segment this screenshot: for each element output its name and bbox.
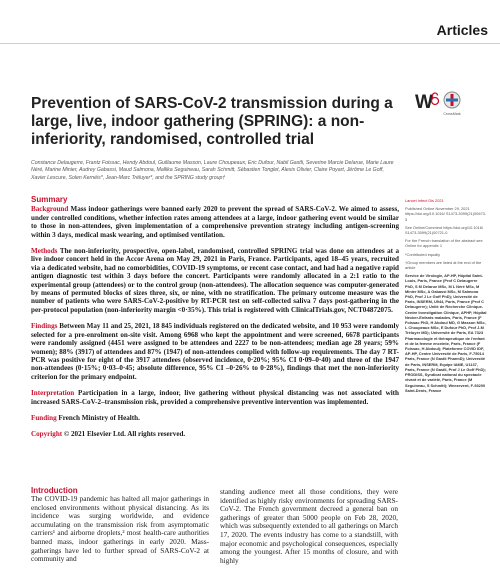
introduction-heading: Introduction [31,486,78,495]
copyright-lead: Copyright [31,430,63,439]
summary-heading: Summary [31,195,68,204]
funding-lead: Funding [31,413,57,422]
methods-lead: Methods [31,247,58,256]
abstract-background [31,205,399,239]
interpretation-text: Participation in a large, indoor, live gathering without physical distancing was not associated with increased SARS-CoV-2–transmission risk, provided a comprehensive preventive intervention was implemented. [31,389,399,406]
affiliations-text: Service de Virologie, AP-HP, Hôpital Saint-Louis, Paris, France (Prof C Delaugerre PhD, S M Delarue MSc, M L Néré MSc, M Minier MSc, A Gabassi MSc, M Salmona PhD, Prof J Le Goff PhD); Université de Paris, INSERM, U944, Paris, France (Prof C Delaugerre); Unité de Recherche Clinique-Centre Investigation Clinique, APHP, Hôpital Necker-Enfants malades, Paris, France (F Foissac PhD, H Abdoul MD, G Masson MSc, L Choupeaux MSc, E Dufour PhD, Prof J-M Tréluyer MD); Université de Paris, EA 7323 Pharmacologie et thérapeutique de l'enfant et de la femme enceinte, Paris, France (F Foissac, H Abdoul); Plateforme COVID IDF, AP-HP, Centre Université de Paris, F-75014 Paris, France (N Gastli PharmD); Université de Paris, INSERM, Equipe IAME, U1137, Paris, France (N Gastli, Prof J Le Goff PhD); PRODISS, Syndicat national du spectacle vivant et de variété, Paris, France (M Seguineau, S Schmitt); Weezevent, F-93200 Saint-Denis, France [405,273,487,393]
article-title: Prevention of SARS-CoV-2 transmission during a large, live, indoor gathering (SPRING): a non-inferiority, randomised, controlled trial [31,95,393,148]
crossmark-label: CrossMark [443,112,461,116]
abstract-interpretation [31,389,399,406]
abstract-methods [31,247,399,314]
contributed-note: *Contributed equally [405,251,441,257]
abstract-findings [31,322,399,381]
comment-link[interactable]: See Online/Comment https://doi.org/10.1016/ S1473-3099(21)00721-0 [405,224,484,236]
introduction-column-1: The COVID-19 pandemic has halted all major gatherings in enclosed environments without physical distancing. As its incidence was surging worldwide, and evidence accumulating on the transmission risk from asymptomatic carriers¹ and airborne droplets,² most health-care authorities banned mass, indoor gatherings in early 2020. Mass-gatherings have led to further spread of SARS-CoV-2 at community and [31,494,209,564]
interpretation-lead: Interpretation [31,389,75,398]
summary-section [31,196,399,447]
sidebar-notes [405,198,487,396]
introduction-column-2: standing audience meet all those conditions, they were identified as highly risky environments for spreading SARS-CoV-2. The French government decreed a general ban on gatherings of greater than 5000 people on Feb 28, 2020, which was subsequently extended to all gatherings on March 17, 2020. The events industry has come to a standstill, with major economic and psychological consequences, especially among the youngest. After 15 months of closure, and with highly [220,487,398,565]
abstract-funding [31,414,399,422]
findings-text: Between May 11 and 25, 2021, 18 845 individuals registered on the dedicated website, and 10 953 were randomly selected for a pre-enrolment on-site visit. Among 6968 who kept the appointment and were screened, 6678 participants were randomly assigned (4451 were assigned to be attendees and 2227 to be non-attendees; median age 28 years; 59% women); 88% (3917) of attendees and 87% (1947) of non-attendees complied with follow-up requirements. The day 7 RT-PCR was positive for eight of the 3917 attendees (observed incidence, 0·20%; 95% CI 0·09–0·40) and three of the 1947 non-attendees (0·15%; 0·03–0·45; absolute difference, 95% CI –0·26% to 0·28%), findings that met the non-inferiority criterion for the primary endpoint. [31,322,399,381]
header-band [0,0,500,44]
background-text: Mass indoor gatherings were banned early 2020 to prevent the spread of SARS-CoV-2. We aimed to assess, under controlled conditions, whether infection rates among attendees at a large, indoor gathering event would be similar to those in non-attendees, given implementation of a comprehensive prevention strategy including antigen-screening within 3 days, medical mask wearing, and optimised ventilation. [31,205,400,239]
header-divider [0,43,500,44]
translation-note: For the French translation of the abstract see Online for appendix 1 [405,238,483,249]
abstract-copyright [31,430,399,438]
group-note: †Group members are listed at the end of the article [405,259,482,271]
affiliations [405,273,487,393]
journal-logo: W [415,92,433,113]
author-list: Constance Delaugerre, Frantz Foissac, Hendy Abdoul, Guillaume Masson, Laure Choupeaux, Eric Dufour, Nabil Gastli, Severine Marcie Delarue, Marie Laure Néré, Marine Minier, Audrey Gabassi, Maud Salmona, Mallika Seguineau, Sarah Schmitt, Sébastien Tonglet, Alexis Olivier, Claire Poyart, Jérôme Le Goff, Xavier Lescure, Solen Kernéis*, Jean-Marc Tréluyer*, and the SPRING study group† [31,160,394,181]
published-online[interactable]: Published Online November 29, 2021 https://doi.org/10.1016/ S1473-3099(21)00673-3 [405,206,487,222]
crossmark-icon[interactable] [440,90,464,118]
section-label: Articles [436,22,488,38]
methods-text: The non-inferiority, prospective, open-label, randomised, controlled SPRING trial was done on attendees at a live indoor concert held in the Accor Arena on May 29, 2021 in Paris, France. Participants, aged 18–45 years, recruited via a dedicated website, had no comorbidities, COVID-19 symptoms, or recent case contact, and had had a negative rapid antigen diagnostic test within 3 days before the concert. Participants were randomly allocated in a 2:1 ratio to the experimental group (attendees) or to the control group (non-attendees). The allocation sequence was computer-generated by means of permuted blocks of sizes three, six, or nine, with no stratification. The primary outcome measure was the number of patients who were SARS-CoV-2-positive by RT-PCR test on self-collected saliva 7 days post-gathering in the per-protocol population (non-inferiority margin <0·35%). This trial is registered with ClinicalTrials.gov, NCT04872075. [31,247,399,314]
findings-lead: Findings [31,322,58,331]
background-lead: Background [31,205,69,214]
copyright-text: © 2021 Elsevier Ltd. All rights reserved. [63,430,186,439]
journal-citation: Lancet Infect Dis 2021 [405,198,444,203]
open-access-icon [430,92,440,106]
funding-text: French Ministry of Health. [58,413,140,422]
